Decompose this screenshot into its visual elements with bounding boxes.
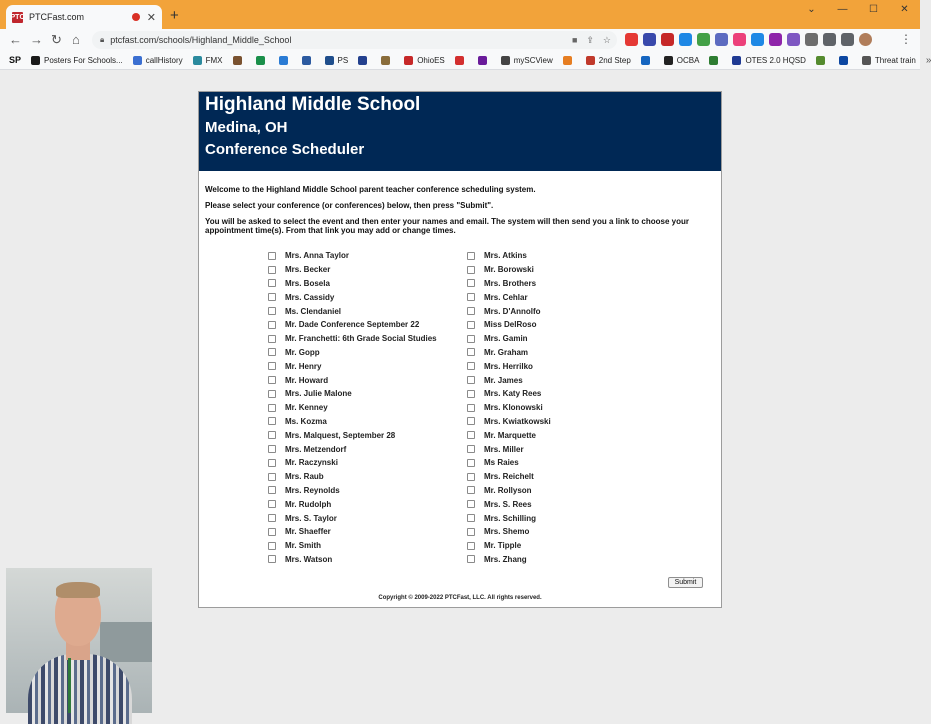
- bookmark-favicon-icon: [839, 56, 848, 65]
- teacher-checkbox[interactable]: [268, 486, 276, 494]
- bookmark-favicon-icon: [563, 56, 572, 65]
- teacher-name[interactable]: Mr. James: [484, 375, 523, 385]
- teacher-name[interactable]: Mrs. Herrilko: [484, 361, 533, 371]
- bookmarks-overflow-icon[interactable]: »: [925, 54, 931, 66]
- teacher-checkbox[interactable]: [268, 555, 276, 563]
- teacher-checkbox[interactable]: [268, 459, 276, 467]
- teacher-option[interactable]: [467, 539, 551, 553]
- bookmark-favicon-icon: [381, 56, 390, 65]
- bookmark-favicon-icon: [816, 56, 825, 65]
- extension-icon[interactable]: [697, 33, 710, 46]
- bookmark-favicon-icon: [862, 56, 871, 65]
- bookmark-label: callHistory: [145, 55, 183, 65]
- teacher-option[interactable]: [467, 470, 551, 484]
- teacher-option[interactable]: [467, 359, 551, 373]
- school-city: Medina, OH: [205, 119, 288, 136]
- teacher-checkbox[interactable]: [268, 445, 276, 453]
- reload-icon[interactable]: ↻: [51, 32, 62, 47]
- bookmark-favicon-icon: [302, 56, 311, 65]
- bookmark-item[interactable]: [302, 56, 315, 65]
- teacher-option[interactable]: [268, 359, 437, 373]
- teacher-option[interactable]: [467, 263, 551, 277]
- teacher-option[interactable]: [467, 415, 551, 429]
- bookmark-item[interactable]: [256, 56, 269, 65]
- bookmark-label: Posters For Schools...: [44, 55, 123, 65]
- teacher-name[interactable]: Mrs. Brothers: [484, 278, 537, 288]
- teacher-name[interactable]: Mrs. D'Annolfo: [484, 306, 541, 316]
- teacher-checkbox[interactable]: [268, 404, 276, 412]
- teacher-list-right: [467, 249, 551, 566]
- teacher-checkbox[interactable]: [467, 321, 475, 329]
- teacher-name[interactable]: Mrs. Gamin: [484, 334, 528, 344]
- teacher-name[interactable]: Mrs. Anna Taylor: [285, 251, 350, 261]
- teacher-name[interactable]: Mrs. Becker: [285, 265, 331, 275]
- teacher-option[interactable]: [467, 553, 551, 567]
- teacher-option[interactable]: [268, 332, 437, 346]
- extension-icon[interactable]: [679, 33, 692, 46]
- teacher-option[interactable]: [467, 484, 551, 498]
- bookmark-item[interactable]: [816, 56, 829, 65]
- teacher-checkbox[interactable]: [268, 307, 276, 315]
- teacher-name[interactable]: Mr. Rudolph: [285, 499, 332, 509]
- teacher-option[interactable]: [268, 263, 437, 277]
- bookmark-favicon-icon: [133, 56, 142, 65]
- teacher-name[interactable]: Mrs. Schilling: [484, 513, 537, 523]
- teacher-name[interactable]: Mrs. S. Taylor: [285, 513, 337, 523]
- info-text: You will be asked to select the event and then enter your names and email. The system will then send you a link to choose your appointment time(s). From that link you may add or change times.: [205, 217, 689, 235]
- teacher-name[interactable]: Mrs. Klonowski: [484, 403, 543, 413]
- teacher-option[interactable]: [268, 401, 437, 415]
- bookmark-item[interactable]: [325, 56, 349, 65]
- teacher-option[interactable]: [467, 497, 551, 511]
- lock-icon[interactable]: 🔒︎: [100, 35, 105, 44]
- teacher-checkbox[interactable]: [467, 307, 475, 315]
- teacher-option[interactable]: [268, 525, 437, 539]
- teacher-checkbox[interactable]: [268, 362, 276, 370]
- teacher-name[interactable]: Mrs. Reynolds: [285, 485, 340, 495]
- teacher-name[interactable]: Mrs. Atkins: [484, 251, 527, 261]
- bookmark-sp-icon[interactable]: SP: [9, 55, 22, 65]
- presenter-shirt: [28, 654, 132, 724]
- teacher-checkbox[interactable]: [467, 348, 475, 356]
- bookmark-favicon-icon: [193, 56, 202, 65]
- teacher-name[interactable]: Mrs. Metzendorf: [285, 444, 347, 454]
- bookmark-item[interactable]: [233, 56, 246, 65]
- bookmark-label: Threat train: [874, 55, 916, 65]
- bookmark-item[interactable]: [709, 56, 722, 65]
- bookmark-favicon-icon: [478, 56, 487, 65]
- bookmark-label: mySCView: [513, 55, 553, 65]
- bookmark-label: PS: [337, 55, 349, 65]
- teacher-option[interactable]: [467, 304, 551, 318]
- teacher-option[interactable]: [268, 249, 437, 263]
- bookmark-star-icon[interactable]: ☆: [602, 34, 611, 45]
- scheduler-panel: [198, 91, 722, 608]
- teacher-name[interactable]: Mrs. Katy Rees: [484, 389, 542, 399]
- bookmark-item[interactable]: [404, 56, 445, 65]
- bookmark-favicon-icon: [404, 56, 413, 65]
- ptcfast-favicon-icon: PTC: [10, 13, 25, 21]
- teacher-checkbox[interactable]: [268, 335, 276, 343]
- extension-icons: [625, 33, 872, 46]
- teacher-option[interactable]: [268, 415, 437, 429]
- teacher-name[interactable]: Mrs. Watson: [285, 554, 333, 564]
- extension-icon[interactable]: [751, 33, 764, 46]
- extension-icon[interactable]: [769, 33, 782, 46]
- teacher-name[interactable]: Mrs. S. Rees: [484, 499, 532, 509]
- window-controls: [796, 0, 920, 22]
- browser-menu-icon[interactable]: ⋮: [900, 32, 912, 46]
- address-bar[interactable]: [92, 31, 617, 49]
- teacher-option[interactable]: [467, 346, 551, 360]
- reading-list-icon[interactable]: [823, 33, 836, 46]
- bookmark-item[interactable]: [133, 56, 183, 65]
- close-window-button[interactable]: ✕: [900, 4, 909, 15]
- welcome-text: Welcome to the Highland Middle School parent teacher conference scheduling system.: [205, 185, 536, 194]
- presenter-hair: [56, 582, 100, 598]
- browser-tab[interactable]: [6, 5, 162, 29]
- teacher-option[interactable]: [268, 290, 437, 304]
- teacher-name[interactable]: Mr. Raczynski: [285, 458, 338, 468]
- teacher-name[interactable]: Mrs. Shemo: [484, 527, 530, 537]
- extension-icon[interactable]: [787, 33, 800, 46]
- instruction-text: Please select your conference (or conferences) below, then press "Submit".: [205, 201, 494, 210]
- teacher-option[interactable]: [467, 442, 551, 456]
- bookmark-item[interactable]: [862, 56, 916, 65]
- teacher-option[interactable]: [467, 511, 551, 525]
- teacher-option[interactable]: [467, 387, 551, 401]
- bookmark-item[interactable]: [732, 56, 805, 65]
- teacher-name[interactable]: Mr. Borowski: [484, 265, 534, 275]
- teacher-checkbox[interactable]: [467, 486, 475, 494]
- teacher-checkbox[interactable]: [268, 514, 276, 522]
- bookmark-item[interactable]: [193, 56, 223, 65]
- teacher-checkbox[interactable]: [467, 528, 475, 536]
- teacher-name[interactable]: Mr. Howard: [285, 375, 329, 385]
- bookmark-favicon-icon: [501, 56, 510, 65]
- bookmark-item[interactable]: [31, 56, 123, 65]
- teacher-checkbox[interactable]: [467, 445, 475, 453]
- teacher-checkbox[interactable]: [467, 431, 475, 439]
- extensions-puzzle-icon[interactable]: [805, 33, 818, 46]
- teacher-checkbox[interactable]: [268, 528, 276, 536]
- teacher-name[interactable]: Mrs. Malquest, September 28: [285, 430, 396, 440]
- teacher-option[interactable]: [467, 456, 551, 470]
- teacher-option[interactable]: [268, 456, 437, 470]
- teacher-name[interactable]: Mrs. Julie Malone: [285, 389, 352, 399]
- teacher-checkbox[interactable]: [268, 266, 276, 274]
- presenter-lanyard: [68, 658, 71, 713]
- browser-titlebar: [0, 0, 920, 29]
- teacher-checkbox[interactable]: [467, 473, 475, 481]
- teacher-option[interactable]: [467, 428, 551, 442]
- recording-indicator-icon: [132, 13, 140, 21]
- teacher-checkbox[interactable]: [467, 542, 475, 550]
- teacher-name[interactable]: Mr. Tipple: [484, 541, 522, 551]
- bookmark-item[interactable]: [586, 56, 631, 65]
- profile-avatar[interactable]: [859, 33, 872, 46]
- teacher-option[interactable]: [268, 373, 437, 387]
- bookmark-item[interactable]: [501, 56, 553, 65]
- bookmark-favicon-icon: [279, 56, 288, 65]
- submit-button[interactable]: Submit: [668, 577, 703, 588]
- teacher-option[interactable]: [268, 539, 437, 553]
- home-icon[interactable]: ⌂: [72, 32, 80, 47]
- bookmark-label: OhioES: [417, 55, 445, 65]
- bookmark-favicon-icon: [256, 56, 265, 65]
- teacher-option[interactable]: [268, 511, 437, 525]
- teacher-checkbox[interactable]: [467, 417, 475, 425]
- teacher-checkbox[interactable]: [467, 514, 475, 522]
- extension-icon[interactable]: [661, 33, 674, 46]
- teacher-checkbox[interactable]: [467, 390, 475, 398]
- teacher-name[interactable]: Mr. Gopp: [285, 347, 320, 357]
- intro-text: [205, 185, 711, 242]
- teacher-name[interactable]: Ms. Clendaniel: [285, 306, 342, 316]
- bookmark-item[interactable]: [664, 56, 700, 65]
- teacher-name[interactable]: Mr. Kenney: [285, 403, 328, 413]
- teacher-option[interactable]: [268, 553, 437, 567]
- maximize-button[interactable]: ☐: [869, 4, 878, 15]
- teacher-list-left: [268, 249, 437, 566]
- teacher-option[interactable]: [268, 304, 437, 318]
- teacher-checkbox[interactable]: [268, 473, 276, 481]
- extension-icon[interactable]: [715, 33, 728, 46]
- teacher-name[interactable]: Mrs. Cehlar: [484, 292, 528, 302]
- school-name: Highland Middle School: [205, 94, 421, 115]
- teacher-checkbox[interactable]: [467, 335, 475, 343]
- browser-toolbar: [0, 29, 920, 51]
- teacher-option[interactable]: [467, 373, 551, 387]
- bookmark-favicon-icon: [732, 56, 741, 65]
- bookmark-item[interactable]: [478, 56, 491, 65]
- teacher-option[interactable]: [268, 387, 437, 401]
- extension-icon[interactable]: [625, 33, 638, 46]
- bookmark-label: 2nd Step: [598, 55, 631, 65]
- url-text[interactable]: ptcfast.com/schools/Highland_Middle_School: [110, 35, 292, 45]
- teacher-option[interactable]: [467, 277, 551, 291]
- teacher-name[interactable]: Miss DelRoso: [484, 320, 537, 330]
- share-icon[interactable]: ⇪: [586, 34, 594, 45]
- bookmark-favicon-icon: [641, 56, 650, 65]
- bookmark-label: OCBA: [676, 55, 700, 65]
- teacher-name[interactable]: Ms. Kozma: [285, 416, 327, 426]
- teacher-checkbox[interactable]: [467, 376, 475, 384]
- camera-icon[interactable]: ■: [571, 34, 578, 45]
- teacher-option[interactable]: [268, 277, 437, 291]
- teacher-option[interactable]: [467, 401, 551, 415]
- teacher-name[interactable]: Mrs. Raub: [285, 472, 324, 482]
- teacher-option[interactable]: [268, 497, 437, 511]
- teacher-checkbox[interactable]: [268, 431, 276, 439]
- bookmark-favicon-icon: [358, 56, 367, 65]
- teacher-option[interactable]: [268, 428, 437, 442]
- bookmark-favicon-icon: [325, 56, 334, 65]
- bookmark-favicon-icon: [233, 56, 242, 65]
- teacher-name[interactable]: Mrs. Kwiatkowski: [484, 416, 551, 426]
- teacher-checkbox[interactable]: [268, 293, 276, 301]
- extension-icon[interactable]: [643, 33, 656, 46]
- teacher-checkbox[interactable]: [268, 321, 276, 329]
- close-tab-icon[interactable]: ✕: [146, 11, 156, 24]
- teacher-checkbox[interactable]: [268, 542, 276, 550]
- teacher-name[interactable]: Mrs. Reichelt: [484, 472, 534, 482]
- teacher-checkbox[interactable]: [268, 500, 276, 508]
- bookmark-label: OTES 2.0 HQSD: [745, 55, 806, 65]
- bookmark-item[interactable]: [279, 56, 292, 65]
- new-tab-button[interactable]: +: [170, 7, 179, 24]
- teacher-option[interactable]: [268, 442, 437, 456]
- teacher-name[interactable]: Ms Raies: [484, 458, 519, 468]
- teacher-name[interactable]: Mr. Marquette: [484, 430, 537, 440]
- teacher-option[interactable]: [467, 249, 551, 263]
- bookmark-item[interactable]: [641, 56, 654, 65]
- teacher-checkbox[interactable]: [467, 279, 475, 287]
- tab-title: PTCFast.com: [29, 12, 85, 22]
- bookmark-favicon-icon: [664, 56, 673, 65]
- bookmark-item[interactable]: [455, 56, 468, 65]
- teacher-option[interactable]: [467, 525, 551, 539]
- teacher-checkbox[interactable]: [467, 252, 475, 260]
- teacher-name[interactable]: Mr. Franchetti: 6th Grade Social Studies: [285, 334, 437, 344]
- teacher-name[interactable]: Mr. Graham: [484, 347, 529, 357]
- webcam-overlay: [6, 568, 152, 713]
- page-title: Conference Scheduler: [205, 141, 365, 158]
- bookmark-item[interactable]: [839, 56, 852, 65]
- page-header: [199, 92, 721, 171]
- extension-icon[interactable]: [733, 33, 746, 46]
- teacher-checkbox[interactable]: [268, 417, 276, 425]
- webcam-shelf: [100, 622, 152, 662]
- side-panel-icon[interactable]: [841, 33, 854, 46]
- teacher-name[interactable]: Mrs. Zhang: [484, 554, 527, 564]
- teacher-checkbox[interactable]: [268, 390, 276, 398]
- teacher-name[interactable]: Mr. Henry: [285, 361, 322, 371]
- bookmark-favicon-icon: [455, 56, 464, 65]
- teacher-option[interactable]: [467, 318, 551, 332]
- teacher-option[interactable]: [467, 290, 551, 304]
- teacher-name[interactable]: Mr. Shaeffer: [285, 527, 331, 537]
- teacher-checkbox[interactable]: [467, 362, 475, 370]
- tab-search-button[interactable]: ⌄: [807, 4, 816, 15]
- teacher-checkbox[interactable]: [268, 279, 276, 287]
- bookmark-favicon-icon: [31, 56, 40, 65]
- teacher-checkbox[interactable]: [268, 252, 276, 260]
- teacher-name[interactable]: Mr. Smith: [285, 541, 322, 551]
- teacher-name[interactable]: Mrs. Miller: [484, 444, 524, 454]
- teacher-checkbox[interactable]: [467, 500, 475, 508]
- teacher-name[interactable]: Mr. Rollyson: [484, 485, 532, 495]
- teacher-checkbox[interactable]: [467, 404, 475, 412]
- forward-arrow-icon[interactable]: →: [30, 32, 43, 47]
- teacher-name[interactable]: Mrs. Cassidy: [285, 292, 335, 302]
- bookmark-item[interactable]: [381, 56, 394, 65]
- bookmarks-bar: [0, 51, 931, 70]
- bookmark-favicon-icon: [586, 56, 595, 65]
- bookmark-item[interactable]: [358, 56, 371, 65]
- teacher-option[interactable]: [467, 332, 551, 346]
- teacher-name[interactable]: Mr. Dade Conference September 22: [285, 320, 420, 330]
- bookmark-favicon-icon: [709, 56, 718, 65]
- teacher-name[interactable]: Mrs. Bosela: [285, 278, 330, 288]
- copyright-text: Copyright © 2009-2022 PTCFast, LLC. All rights reserved.: [378, 595, 542, 601]
- teacher-checkbox[interactable]: [467, 459, 475, 467]
- teacher-option[interactable]: [268, 318, 437, 332]
- teacher-checkbox[interactable]: [467, 555, 475, 563]
- teacher-option[interactable]: [268, 484, 437, 498]
- teacher-option[interactable]: [268, 470, 437, 484]
- bookmark-item[interactable]: [563, 56, 576, 65]
- teacher-checkbox[interactable]: [467, 266, 475, 274]
- minimize-button[interactable]: —: [837, 4, 848, 15]
- teacher-checkbox[interactable]: [268, 376, 276, 384]
- bookmark-label: FMX: [205, 55, 223, 65]
- teacher-option[interactable]: [268, 346, 437, 360]
- teacher-checkbox[interactable]: [467, 293, 475, 301]
- teacher-checkbox[interactable]: [268, 348, 276, 356]
- back-arrow-icon[interactable]: ←: [9, 32, 22, 47]
